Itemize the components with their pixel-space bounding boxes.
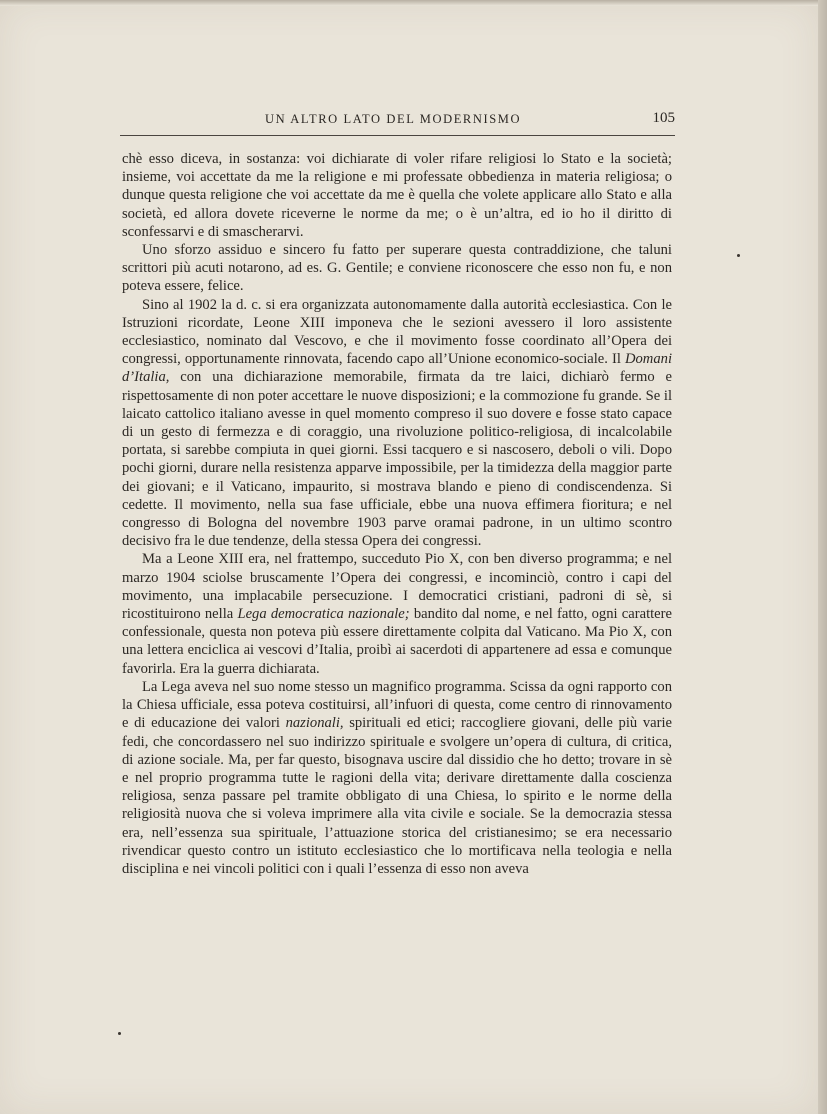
paragraph-text: bandito dal nome, e nel fatto, ogni carattere confessionale, questa non poteva più essere direttamente colpita dal Vaticano. Ma Pio X, con una lettera enciclica ai vescovi d’Italia, proibì ai sacerdoti di appartenere ad essa e comunque favorirla. Era la guerra dichiarata. <box>122 606 672 677</box>
page-edge <box>818 0 827 1114</box>
paragraph-text: con una dichiarazione memorabile, firmata da tre laici, dichiarò fermo e rispettosamente di non poter accettare le nuove disposizioni; e la commozione fu grande. Se il laicato cattolico italiano avesse in quel momento compreso il suo dovere e fosse stato capace di un gesto di fermezza e di coraggio, una rivoluzione politico-religiosa, di incalcolabile portata, si sarebbe compiuta in quei giorni. Essi tacquero e si nascosero, deboli o vili. Dopo pochi giorni, durare nella resistenza apparve impossibile, per la timidezza della maggior parte dei giovani; e il Vaticano, impaurito, si mostrava blando e pieno di condiscendenza. Si cedette. Il movimento, nella sua fase ufficiale, ebbe una nuova effimera fioritura; e nel congresso di Bologna del novembre 1903 parve oramai padrone, in un ultimo scontro decisivo fra le due tendenze, della stessa Opera dei congressi. <box>122 369 672 550</box>
paragraph <box>122 150 672 241</box>
paragraph <box>122 241 672 296</box>
paragraph <box>122 550 672 677</box>
paragraph-text: Uno sforzo assiduo e sincero fu fatto per superare questa contraddizione, che taluni scrittori più acuti notarono, ad es. G. Gentile; e conviene riconoscere che esso non fu, e non poteva essere, felice. <box>122 242 672 295</box>
paragraph-text: chè esso diceva, in sostanza: voi dichiarate di voler rifare religiosi lo Stato e la società; insieme, voi accettate da me la religione e mi professate obbedienza in materia religiosa; o dunque questa religione che voi accettate da me è quella che volete applicare allo Stato e alla società, ed allora dovete riceverne le norme da me; o è un’altra, ed io ho il diritto di sconfessarvi e di smascherarvi. <box>122 151 672 240</box>
paragraph-text: La Lega aveva nel suo nome stesso un magnifico programma. Scissa da ogni rapporto con la Chiesa ufficiale, essa poteva costituirsi, all’infuori di questa, come centro di rinnovamento e di educazione dei valori <box>122 678 672 732</box>
page-top-edge <box>0 0 818 6</box>
italic-title-text: nazionali, <box>285 715 344 732</box>
running-title: UN ALTRO LATO DEL MODERNISMO <box>265 112 522 126</box>
italic-title-text: Domani d’Italia, <box>122 351 672 386</box>
italic-title-text: Lega democratica nazionale; <box>237 606 410 623</box>
ink-speck <box>118 1032 121 1035</box>
paragraph-text: Ma a Leone XIII era, nel frattempo, succeduto Pio X, con ben diverso programma; e nel marzo 1904 sciolse bruscamente l’Opera dei congressi, e incominciò, contro i capi del movimento, una implacabile persecuzione. I democratici cristiani, padroni di sè, si ricostituirono nella <box>122 551 672 623</box>
paragraph <box>122 296 672 551</box>
paragraph <box>122 678 672 878</box>
paragraph-text: Sino al 1902 la d. c. si era organizzata autonomamente dalla autorità ecclesiastica. Con le Istruzioni ricordate, Leone XIII imponeva che le sezioni avessero il loro assistente ecclesiastico, nominato dal Vescovo, e che il movimento fosse coordinato all’Opera dei congressi, opportunamente rinnovata, facendo capo all’Unione economico-sociale. Il <box>122 296 672 368</box>
running-head <box>120 112 675 132</box>
page-number: 105 <box>652 110 675 126</box>
header-rule <box>120 135 675 136</box>
paragraph-text: spirituali ed etici; raccogliere giovani, delle più varie fedi, che concordassero nel suo indirizzo spirituale e svolgere un’opera di cultura, di critica, di azione sociale. Ma, per far questo, bisognava uscire dal dissidio che ho detto; trovare in sè e nel proprio programma tutte le ragioni della vita; derivare direttamente dalla coscienza religiosa, senza passare pel tramite obbligato di una Chiesa, lo spirito e le norme della religiosità nuova che si voleva imprimere alla vita civile e sociale. Se la democrazia stessa era, nell’essenza sua spirituale, l’attuazione storica del cristianesimo; se era necessario rivendicar questo contro un istituto ecclesiastico che lo mortificava nella teologia e nella disciplina e nei vincoli politici con i quali l’essenza di esso non aveva <box>122 715 672 877</box>
ink-speck <box>737 254 740 257</box>
body-text <box>122 150 672 878</box>
